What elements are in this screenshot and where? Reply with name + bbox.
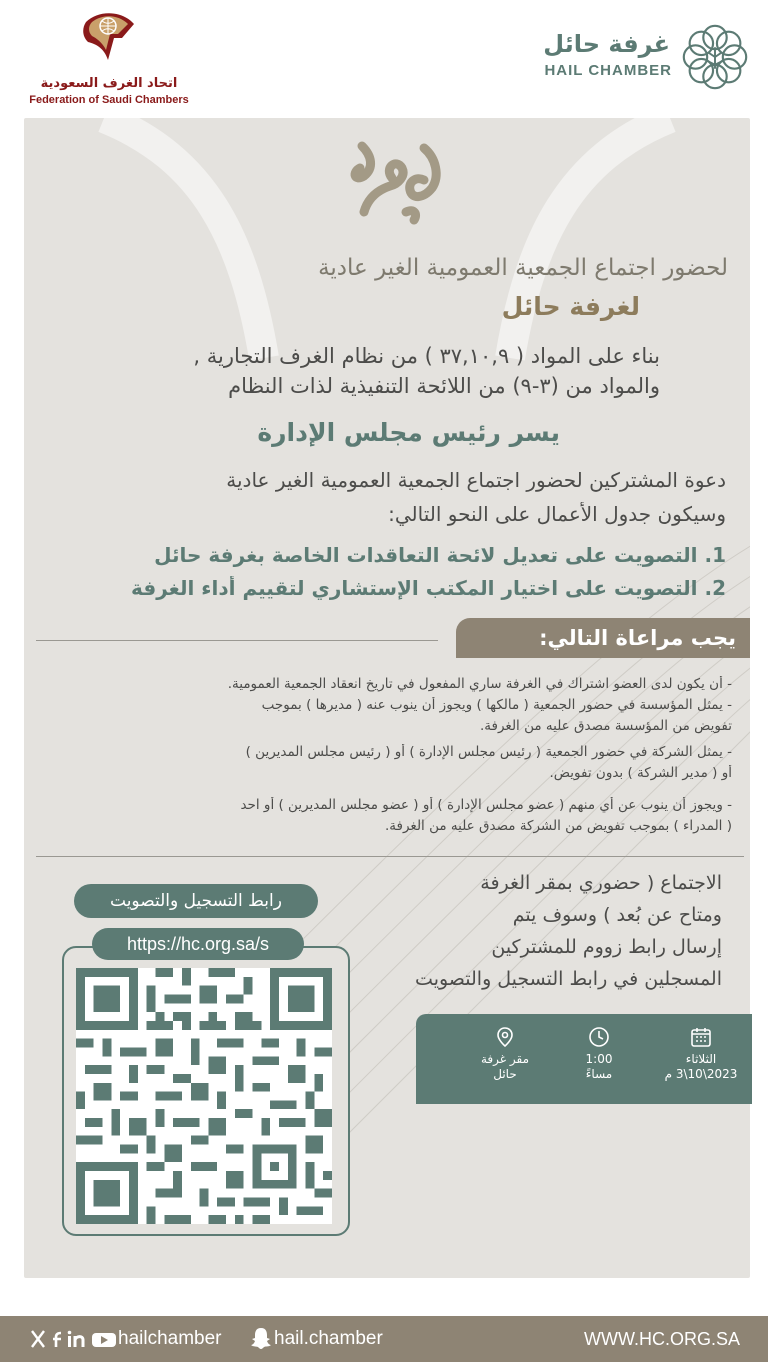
calendar-icon bbox=[690, 1026, 712, 1048]
footer-website-link[interactable]: WWW.HC.ORG.SA bbox=[584, 1329, 740, 1349]
social-icons bbox=[30, 1327, 120, 1351]
basis-line-2: والمواد من (٣-٩) من اللائحة التنفيذية لذات النظام bbox=[228, 374, 660, 398]
invite-line-1: دعوة المشتركين لحضور اجتماع الجمعية العمومية الغير عادية bbox=[226, 468, 726, 492]
meeting-line: إرسال رابط زووم للمشتركين bbox=[491, 936, 722, 958]
hail-chamber-logo-icon bbox=[676, 18, 754, 96]
divider bbox=[36, 856, 744, 857]
facebook-icon[interactable] bbox=[53, 1333, 61, 1347]
footer-social-handle[interactable]: hailchamber bbox=[118, 1328, 222, 1349]
event-time-period: مساءً bbox=[585, 1067, 613, 1081]
note-line: ( المدراء ) بموجب تفويض من الشركة مصدق عليه من الغرفة. bbox=[385, 818, 732, 834]
chamber-name-ar: غرفة حائل bbox=[543, 30, 670, 58]
registration-url-link[interactable]: https://hc.org.sa/s bbox=[92, 928, 304, 960]
snapchat-icon[interactable] bbox=[250, 1326, 272, 1350]
notes-heading: يجب مراعاة التالي: bbox=[539, 626, 736, 650]
x-icon[interactable] bbox=[32, 1331, 44, 1347]
clock-icon bbox=[588, 1026, 610, 1048]
registration-qr-code[interactable] bbox=[76, 968, 332, 1224]
meeting-line: الاجتماع ( حضوري بمقر الغرفة bbox=[480, 872, 722, 894]
event-time bbox=[554, 1014, 644, 1104]
note-line: تفويض من المؤسسة مصدق عليه من الغرفة. bbox=[480, 718, 732, 734]
invitation-title-calligraphy bbox=[344, 128, 454, 228]
agenda-item-1: 1. التصويت على تعديل لائحة التعاقدات الخاصة بغرفة حائل bbox=[154, 543, 726, 567]
event-location bbox=[460, 1014, 550, 1104]
note-line: أو ( مدير الشركة ) بدون تفويض. bbox=[549, 765, 732, 781]
note-line: - أن يكون لدى العضو اشتراك في الغرفة ساري المفعول في تاريخ انعقاد الجمعية العمومية. bbox=[227, 676, 732, 692]
invitation-subtitle: لحضور اجتماع الجمعية العمومية الغير عادية bbox=[318, 255, 728, 281]
note-line: - ويجوز أن ينوب عن أي منهم ( عضو مجلس الإدارة ) أو ( عضو مجلس المديرين ) أو احد bbox=[240, 797, 732, 813]
meeting-line: ومتاح عن بُعد ) وسوف يتم bbox=[512, 904, 722, 926]
agenda-item-2: 2. التصويت على اختيار المكتب الإستشاري لتقييم أداء الغرفة bbox=[131, 576, 726, 600]
event-date-value: 2023\10\3 م bbox=[664, 1067, 738, 1081]
meeting-line: المسجلين في رابط التسجيل والتصويت bbox=[415, 968, 722, 990]
chamber-name-line: لغرفة حائل bbox=[501, 292, 640, 321]
federation-name-ar: اتحاد الغرف السعودية bbox=[40, 76, 178, 91]
chamber-name-en: HAIL CHAMBER bbox=[544, 62, 672, 79]
divider bbox=[36, 640, 438, 641]
youtube-icon[interactable] bbox=[92, 1333, 116, 1347]
chairman-line: يسر رئيس مجلس الإدارة bbox=[257, 418, 560, 447]
location-pin-icon bbox=[494, 1026, 516, 1048]
event-time-value: 1:00 bbox=[585, 1052, 613, 1066]
event-location-line2: حائل bbox=[493, 1067, 517, 1081]
note-line: - يمثل الشركة في حضور الجمعية ( رئيس مجلس الإدارة ) أو ( رئيس مجلس المديرين ) bbox=[245, 744, 732, 760]
event-location-line1: مقر غرفة bbox=[481, 1052, 529, 1066]
event-day: الثلاثاء bbox=[685, 1052, 717, 1066]
federation-name-en: Federation of Saudi Chambers bbox=[29, 94, 189, 106]
invite-line-2: وسيكون جدول الأعمال على النحو التالي: bbox=[388, 502, 726, 526]
linkedin-icon[interactable] bbox=[68, 1331, 83, 1347]
federation-logo-icon bbox=[78, 8, 138, 68]
registration-label: رابط التسجيل والتصويت bbox=[74, 884, 318, 918]
footer-snap-handle[interactable]: hail.chamber bbox=[274, 1328, 383, 1349]
event-date bbox=[656, 1014, 746, 1104]
basis-line-1: بناء على المواد ( ٣٧,١٠,٩ ) من نظام الغرف التجارية , bbox=[193, 344, 660, 368]
note-line: - يمثل المؤسسة في حضور الجمعية ( مالكها ) ويجوز أن ينوب عنه ( مديرها ) بموجب bbox=[261, 697, 732, 713]
